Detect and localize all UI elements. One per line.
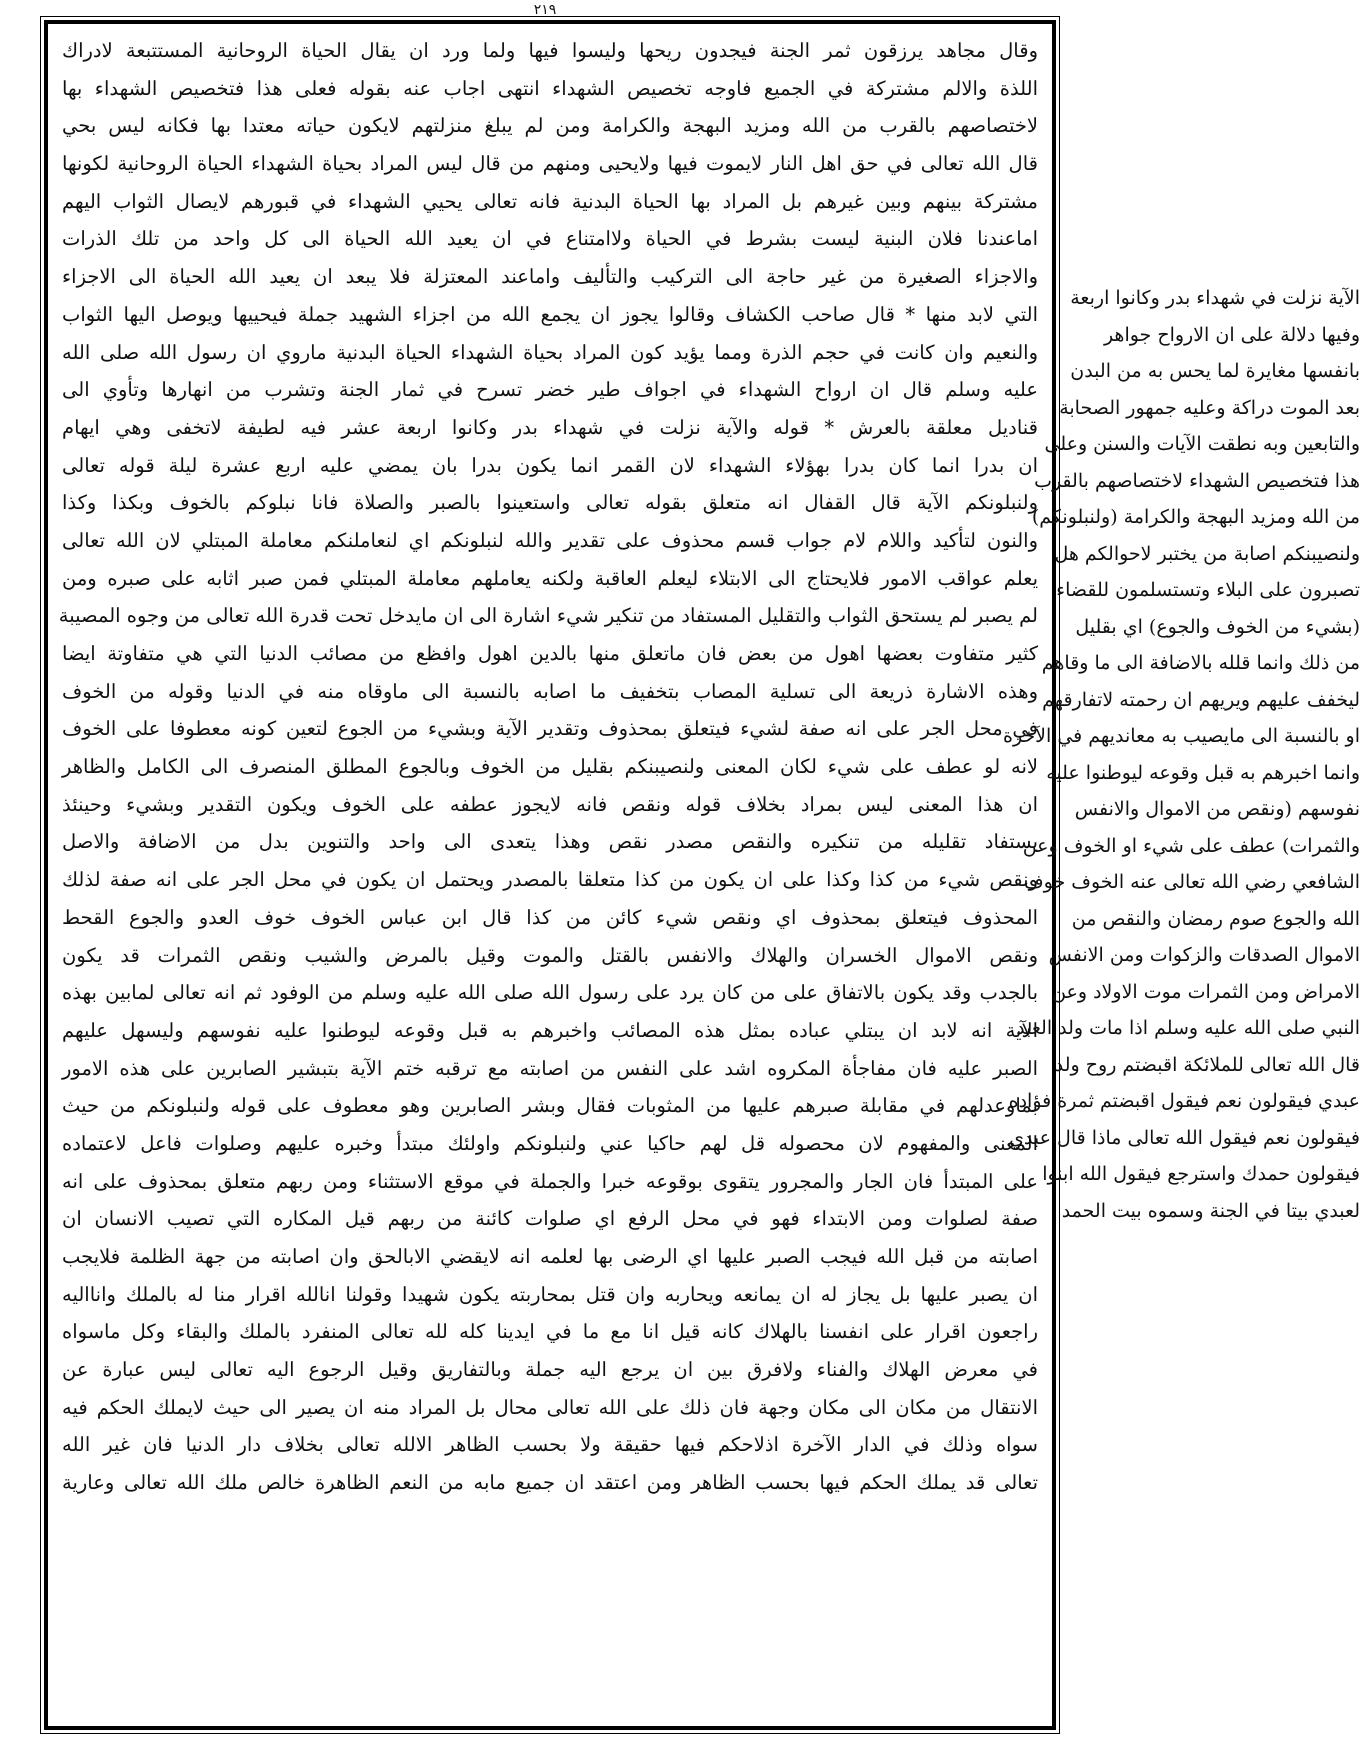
main-text-line: الآية انه لابد ان يبتلي عباده بمثل هذه المصائب واخبرهم به قبل وقوعه ليوطنوا عليه نفوسهم وليسهل عليهم <box>62 1018 1038 1042</box>
margin-text-line: الامراض ومن الثمرات موت الاولاد وعن <box>1052 980 1360 1003</box>
main-text-line: اللذة والالم مشتركة في الجميع فاوجه تخصيص الشهداء انتهى اجاب عنه بقوله فعلى هذا فتخصيص الشهداء بها <box>62 76 1038 100</box>
margin-text-line: (بشيء من الخوف والجوع) اي بقليل <box>1075 615 1360 638</box>
main-text-line: مشتركة بينهم وبين غيرهم بل المراد بها الحياة البدنية فانه تعالى يحيي الشهداء في قبورهم لايصال الثواب اليهم <box>62 189 1038 213</box>
main-text-line: سواه وذلك في الدار الآخرة اذلاحكم فيها حقيقة ولا بحسب الظاهر الالله تعالى بخلاف دار الدنيا فان غير الله <box>62 1433 1038 1457</box>
main-text-line: تعالى قد يملك الحكم فيها بحسب الظاهر ومن اعتقد ان جميع مابه من النعم الظاهرة خالص ملك الله تعالى وعارية <box>62 1471 1038 1495</box>
main-text-line: وقال مجاهد يرزقون ثمر الجنة فيجدون ريحها وليسوا فيها ولما ورد ان يقال الحياة الروحانية المستتبعة لادراك <box>62 39 1038 62</box>
main-text-line: صفة لصلوات ومن الابتداء فهو في محل الرفع اي صلوات كائنة من ربهم قيل المكاره التي تصيب الانسان ان <box>62 1207 1038 1231</box>
margin-text-line: بانفسها مغايرة لما يحس به من البدن <box>1070 360 1360 382</box>
margin-text-line: وفيها دلالة على ان الارواح جواهر <box>1103 323 1360 346</box>
main-text-line: قال الله تعالى في حق اهل النار لايموت فيها ولايحيى ومنهم من قال ليس المراد بحياة الشهداء الحياة الروحانية لكونها <box>62 152 1038 176</box>
main-text-line: قناديل معلقة بالعرش * قوله والآية نزلت في شهداء بدر وكانوا اربعة عشر فيه لطيفة لاتخفى وهي ايهام <box>62 415 1038 439</box>
margin-text-line: قال الله تعالى للملائكة اقبضتم روح ولد <box>1054 1053 1360 1076</box>
margin-text-line: الشافعي رضي الله تعالى عنه الخوف خوف <box>1023 871 1360 893</box>
margin-text-line: والتابعين وبه نطقت الآيات والسنن وعلى <box>1044 433 1360 455</box>
main-text-line: ونقص الاموال الخسران والهلاك والانفس بالقتل والموت وقيل بالمرض والشيب ونقص الثمرات قد يكون <box>62 943 1038 967</box>
main-text-line: على المبتدأ فان الجار والمجرور يتقوى بوقوعه خبرا والجملة في موقع الاستثناء ومن ربهم متعلق بمحذوف على انه <box>62 1169 1038 1193</box>
main-text-line: في محل الجر على انه صفة لشيء فيتعلق بمحذوف وتقدير الآية وبشيء من الجوع لتعين كونه معطوفا على الخوف <box>62 717 1038 741</box>
margin-text-line: من الله ومزيد البهجة والكرامة (ولنبلونكم) <box>1031 506 1360 528</box>
margin-text-line: تصبرون على البلاء وتستسلمون للقضاء <box>1056 579 1360 601</box>
margin-commentary-text <box>1002 280 1360 1229</box>
main-text-line: الصبر عليه فان مفاجأة المكروه اشد على النفس من اصابته مع ترقبه ختم الآية بتبشير الصابرين على هذه الامور <box>62 1056 1038 1080</box>
main-text-line: ان بدرا انما كان بدرا بهؤلاء الشهداء لان القمر انما يكون بدرا بان يمضي عليه اربع عشرة ليلة قوله تعالى <box>62 453 1038 477</box>
page-number: ۲۱۹ <box>533 2 557 18</box>
margin-text-line: الآية نزلت في شهداء بدر وكانوا اربعة <box>1070 287 1360 309</box>
main-commentary-text <box>58 32 1038 1718</box>
main-text-line: كثير متفاوت بعضها اهول من بعض فان ماتعلق منها بالدين اهول وافظع من مصائب الدنيا التي هي متفاوتة ايضا <box>62 642 1038 665</box>
main-text-line: راجعون اقرار على انفسنا بالهلاك كانه قيل انا مع ما في ايدينا كله لله تعالى المنفرد بالملك والبقاء وكل ماسواه <box>62 1320 1038 1344</box>
margin-text-line: النبي صلى الله عليه وسلم اذا مات ولد العبد <box>1016 1017 1360 1039</box>
main-text-line: ولنبلونكم الآية قال القفال انه متعلق بقوله تعالى واستعينوا بالصبر والصلاة فانا نبلوكم بالخوف وبكذا وكذا <box>62 491 1038 515</box>
main-text-line: عليه وسلم قال ان ارواح الشهداء في اجواف طير خضر تسرح في ثمار الجنة وتشرب من انهارها وتأوي الى <box>62 378 1038 402</box>
main-text-line: لم يصبر لم يستحق الثواب والتقليل المستفاد من تنكير شيء اشارة الى ان مايدخل تحت قدرة الله تعالى من وجوه المصيبة <box>58 604 1038 628</box>
main-text-line: اماعندنا فلان البنية ليست بشرط في الحياة ولاامتناع في ان يعيد الله الحياة الى كل واحد من تلك الذرات <box>62 227 1038 251</box>
margin-text-line: والثمرات) عطف على شيء او الخوف وعن <box>1022 834 1360 857</box>
main-text-frame <box>44 20 1056 1730</box>
margin-text-line: لعبدي بيتا في الجنة وسموه بيت الحمد <box>1061 1199 1360 1222</box>
main-text-line: بماوعدلهم في مقابلة صبرهم عليها من المثوبات فقال وبشر الصابرين وهو معطوف على قوله ولنبلونكم من حيث <box>62 1094 1038 1118</box>
main-text-line: ونقص شيء من كذا وكذا على ان يكون من كذا متعلقا بالمصدر ويحتمل ان يكون في محل الجر على انه صفة لذلك <box>62 868 1038 892</box>
margin-text-line: الاموال الصدقات والزكوات ومن الانفس <box>1048 944 1360 966</box>
main-text-line: المعنى والمفهوم لان محصوله قل لهم حاكيا عني ولنبلونكم واولئك مبتدأ وخبره عليهم وصلوات فاعل لاعتماده <box>62 1131 1038 1155</box>
main-text-line: لاختصاصهم بالقرب من الله ومزيد البهجة والكرامة ومن لم يبلغ منزلتهم لايكون حياته معتدا بها فكانه ليس بحي <box>62 114 1038 138</box>
margin-text-line: نفوسهم (ونقص من الاموال والانفس <box>1074 798 1360 820</box>
margin-text-line: الله والجوع صوم رمضان والنقص من <box>1071 907 1360 930</box>
margin-text-line: ليخفف عليهم ويريهم ان رحمته لاتفارقهم <box>1042 688 1360 711</box>
main-text-line: ان يصبر عليها بل يجاز له ان يمانعه ويحاربه وان قتل بمحاربته يكون شهيدا وقولنا انالله اقرار منا له بالملك وانااليه <box>62 1282 1038 1306</box>
main-text-line: يستفاد تقليله من تنكيره والنقص مصدر نقص وهذا يتعدى الى واحد والتنوين بدل من الاضافة والاصل <box>62 830 1038 854</box>
main-text-line: اصابته من قبل الله فيجب الصبر عليها اي الرضى بها لعلمه انه لايقضي الابالحق وان اصابته من جهة الظلمة فلايجب <box>62 1245 1038 1268</box>
main-text-line: في معرض الهلاك والفناء ولافرق بين ان يرجع اليه جملة وبالتفاريق وقيل الرجوع اليه تعالى ليس عبارة عن <box>62 1358 1038 1382</box>
main-text-line: التي لابد منها * قال صاحب الكشاف وقالوا يجوز ان يجمع الله من اجزاء الشهيد جملة فيحييها ويوصل اليها الثواب <box>62 302 1038 326</box>
main-text-line: والنعيم وان كانت في حجم الذرة ومما يؤيد كون المراد بحياة الشهداء الحياة البدنية ماروي ان رسول الله صلى الله <box>62 340 1038 364</box>
main-text-line: الانتقال من مكان الى مكان وجهة فان ذلك على الله تعالى محال بل المراد منه ان يصير الى حيث لايملك الحكم فيه <box>62 1395 1038 1419</box>
margin-text-line: ولنصيبنكم اصابة من يختبر لاحوالكم هل <box>1054 542 1360 565</box>
margin-text-line: او بالنسبة الى مايصيب به معانديهم في الآخرة <box>1002 725 1360 747</box>
margin-text-line: بعد الموت دراكة وعليه جمهور الصحابة <box>1059 396 1360 419</box>
main-text-line: وهذه الاشارة ذريعة الى تسلية المصاب بتخفيف ما اصابه بالنسبة الى ماوقاه منه في الدنيا وقوله من الخوف <box>62 679 1038 703</box>
main-text-line: يعلم عواقب الامور فلايحتاج الى الابتلاء ليعلم العاقبة ولكنه يعاملهم معاملة المبتلي فمن صبر اثابه على صبره ومن <box>62 566 1038 590</box>
main-text-line: لانه لو عطف على شيء لكان المعنى ولنصيبنكم بقليل من الخوف وبالجوع المطلق المنصرف الى الكامل والظاهر <box>62 755 1038 779</box>
main-text-line: بالجدب وقد يكون بالاتفاق على من كان يرد على رسول الله صلى الله عليه وسلم من الوفود ثم انه تعالى لمابين بهذه <box>62 981 1038 1005</box>
margin-text-line: من ذلك وانما قلله بالاضافة الى ما وقاهم <box>1041 652 1360 674</box>
margin-text-line: هذا فتخصيص الشهداء لاختصاصهم بالقرب <box>1034 469 1360 492</box>
main-text-line: المحذوف فيتعلق بمحذوف اي ونقص شيء كائن من كذا قال ابن عباس الخوف خوف العدو والجوع القحط <box>62 905 1038 929</box>
main-text-line: ان هذا المعنى ليس بمراد بخلاف قوله ونقص فانه لايجوز عطفه على الخوف ويكون التقدير وبشيء وحينئذ <box>62 792 1038 816</box>
margin-text-line: فيقولون نعم فيقول الله تعالى ماذا قال عبدي <box>1009 1126 1360 1149</box>
margin-text-line: وانما اخبرهم به قبل وقوعه ليوطنوا عليه <box>1046 761 1360 784</box>
main-text-line: والاجزاء الصغيرة من غير حاجة الى التركيب والتأليف واماعند المعتزلة فلا يبعد ان يعيد الله الحياة الى الاجزاء <box>62 265 1038 289</box>
margin-text-line: عبدي فيقولون نعم فيقول اقبضتم ثمرة فؤاده <box>1008 1090 1360 1112</box>
main-text-line: والنون لتأكيد واللام لام جواب قسم محذوف على تقدير والله لنبلونكم اي لنعاملنكم معاملة المبتلي لان الله تعالى <box>62 528 1038 552</box>
margin-text-line: فيقولون حمدك واسترجع فيقول الله ابنوا <box>1042 1163 1360 1185</box>
